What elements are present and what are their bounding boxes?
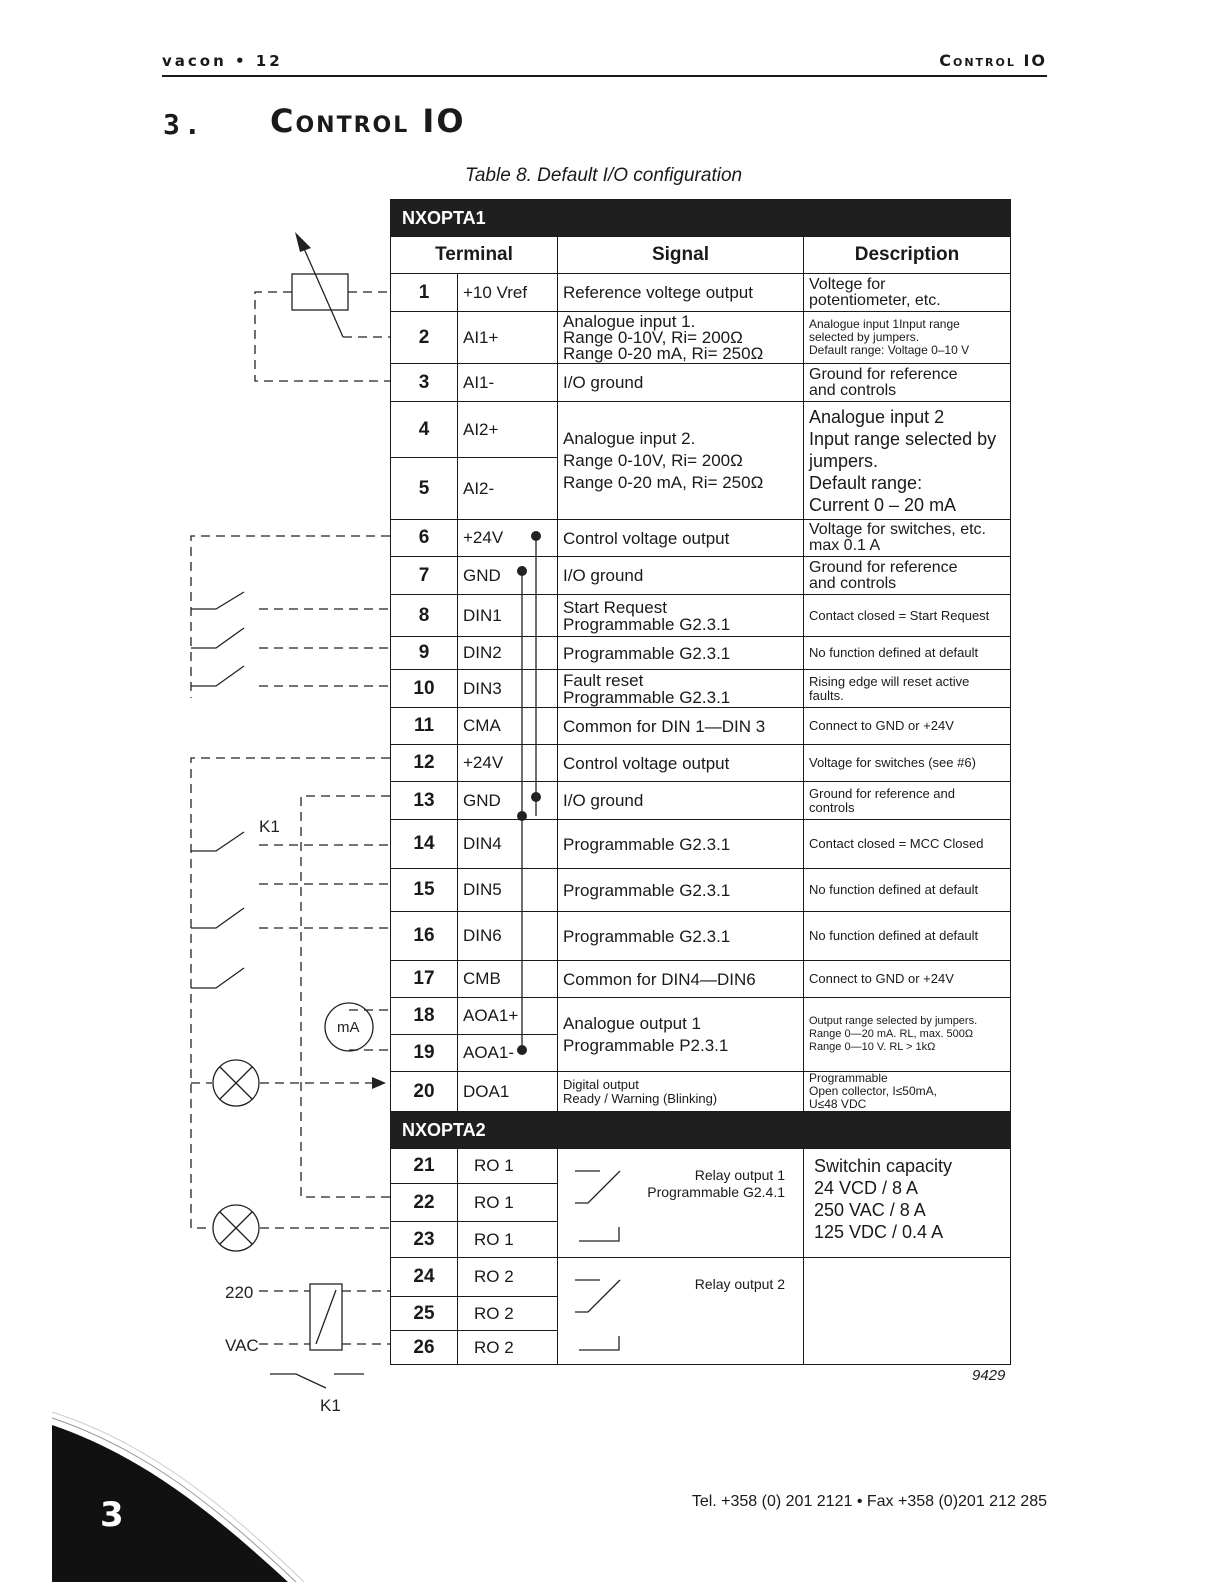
k1-top-label: K1: [259, 817, 280, 836]
table-row: 25 RO 2: [391, 1297, 1011, 1331]
board-header-nxopta2: NXOPTA2: [391, 1112, 1011, 1149]
table-row: 11 CMA Common for DIN 1—DIN 3 Connect to GND or +24V: [391, 708, 1011, 745]
v220-label: 220: [225, 1283, 254, 1302]
table-row: 23 RO 1: [391, 1222, 1011, 1258]
table-row: 8 DIN1 Start Request Programmable G2.3.1 Contact closed = Start Request: [391, 595, 1011, 637]
header-left: vacon • 12: [162, 52, 283, 70]
table-row: 22 RO 1: [391, 1184, 1011, 1222]
table-caption: Table 8. Default I/O configuration: [465, 165, 743, 186]
table-row: 20 DOA1 Digital output Ready / Warning (Blinking) Programmable Open collector, I≤50mA, U≤48 VDC: [391, 1072, 1011, 1112]
col-description: Description: [804, 237, 1011, 274]
table-row: 18 AOA1+ Analogue output 1 Programmable P2.3.1 Output range selected by jumpers. Range 0—20 mA. RL, max. 500Ω Range 0—10 V. RL > 1kΩ: [391, 998, 1011, 1035]
table-row: 6 +24V Control voltage output Voltage for switches, etc. max 0.1 A: [391, 520, 1011, 557]
table-row: 14 DIN4 Programmable G2.3.1 Contact closed = MCC Closed: [391, 820, 1011, 869]
relay-output-1-cell: Relay output 1 Programmable G2.4.1: [558, 1149, 804, 1258]
k1-bottom-label: K1: [320, 1396, 341, 1415]
table-row: 24 RO 2 Relay output 2: [391, 1258, 1011, 1297]
table-row: 21 RO 1 Relay output 1 Programmable G2.4.1 Switchin capacity 24 VCD / 8 A 250 VAC / 8 A 125 VDC / 0.4 A: [391, 1149, 1011, 1184]
col-signal: Signal: [558, 237, 804, 274]
table-row: 10 DIN3 Fault reset Programmable G2.3.1 Rising edge will reset active faults.: [391, 670, 1011, 708]
figure-number: 9429: [972, 1367, 1006, 1384]
table-row: 4 AI2+ Analogue input 2. Range 0-10V, Ri= 200Ω Range 0-20 mA, Ri= 250Ω Analogue input 2 Input range selected by jumpers. Default range: Current 0 – 20 mA: [391, 402, 1011, 458]
vac-label: VAC: [225, 1336, 259, 1355]
table-row: 16 DIN6 Programmable G2.3.1 No function defined at default: [391, 912, 1011, 961]
table-row: 2 AI1+ Analogue input 1. Range 0-10V, Ri= 200Ω Range 0-20 mA, Ri= 250Ω Analogue input 1Input range selected by jumpers. Default range: Voltage 0–10 V: [391, 312, 1011, 364]
ma-label: mA: [337, 1019, 360, 1036]
table-row: 5 AI2-: [391, 458, 1011, 520]
board-header-nxopta1: NXOPTA1: [391, 200, 1011, 237]
table-row: 13 GND I/O ground Ground for reference and controls: [391, 782, 1011, 820]
footer-contact: Tel. +358 (0) 201 2121 • Fax +358 (0)201 212 285: [691, 1493, 1047, 1510]
chapter-tab-number: 3: [100, 1495, 124, 1535]
header-right: Control IO: [939, 51, 1047, 70]
table-row: 26 RO 2: [391, 1331, 1011, 1365]
col-terminal: Terminal: [391, 237, 558, 274]
table-row: 19 AOA1-: [391, 1035, 1011, 1072]
table-row: 3 AI1- I/O ground Ground for reference and controls: [391, 364, 1011, 402]
table-row: 17 CMB Common for DIN4—DIN6 Connect to GND or +24V: [391, 961, 1011, 998]
table-row: 7 GND I/O ground Ground for reference and controls: [391, 557, 1011, 595]
table-row: 9 DIN2 Programmable G2.3.1 No function defined at default: [391, 637, 1011, 670]
table-row: 15 DIN5 Programmable G2.3.1 No function defined at default: [391, 869, 1011, 912]
section-number: 3.: [163, 108, 205, 141]
relay-output-2-cell: Relay output 2: [558, 1258, 804, 1365]
table-row: 12 +24V Control voltage output Voltage for switches (see #6): [391, 745, 1011, 782]
section-title: Control IO: [270, 102, 466, 140]
table-row: 1 +10 Vref Reference voltege output Voltege for potentiometer, etc.: [391, 274, 1011, 312]
